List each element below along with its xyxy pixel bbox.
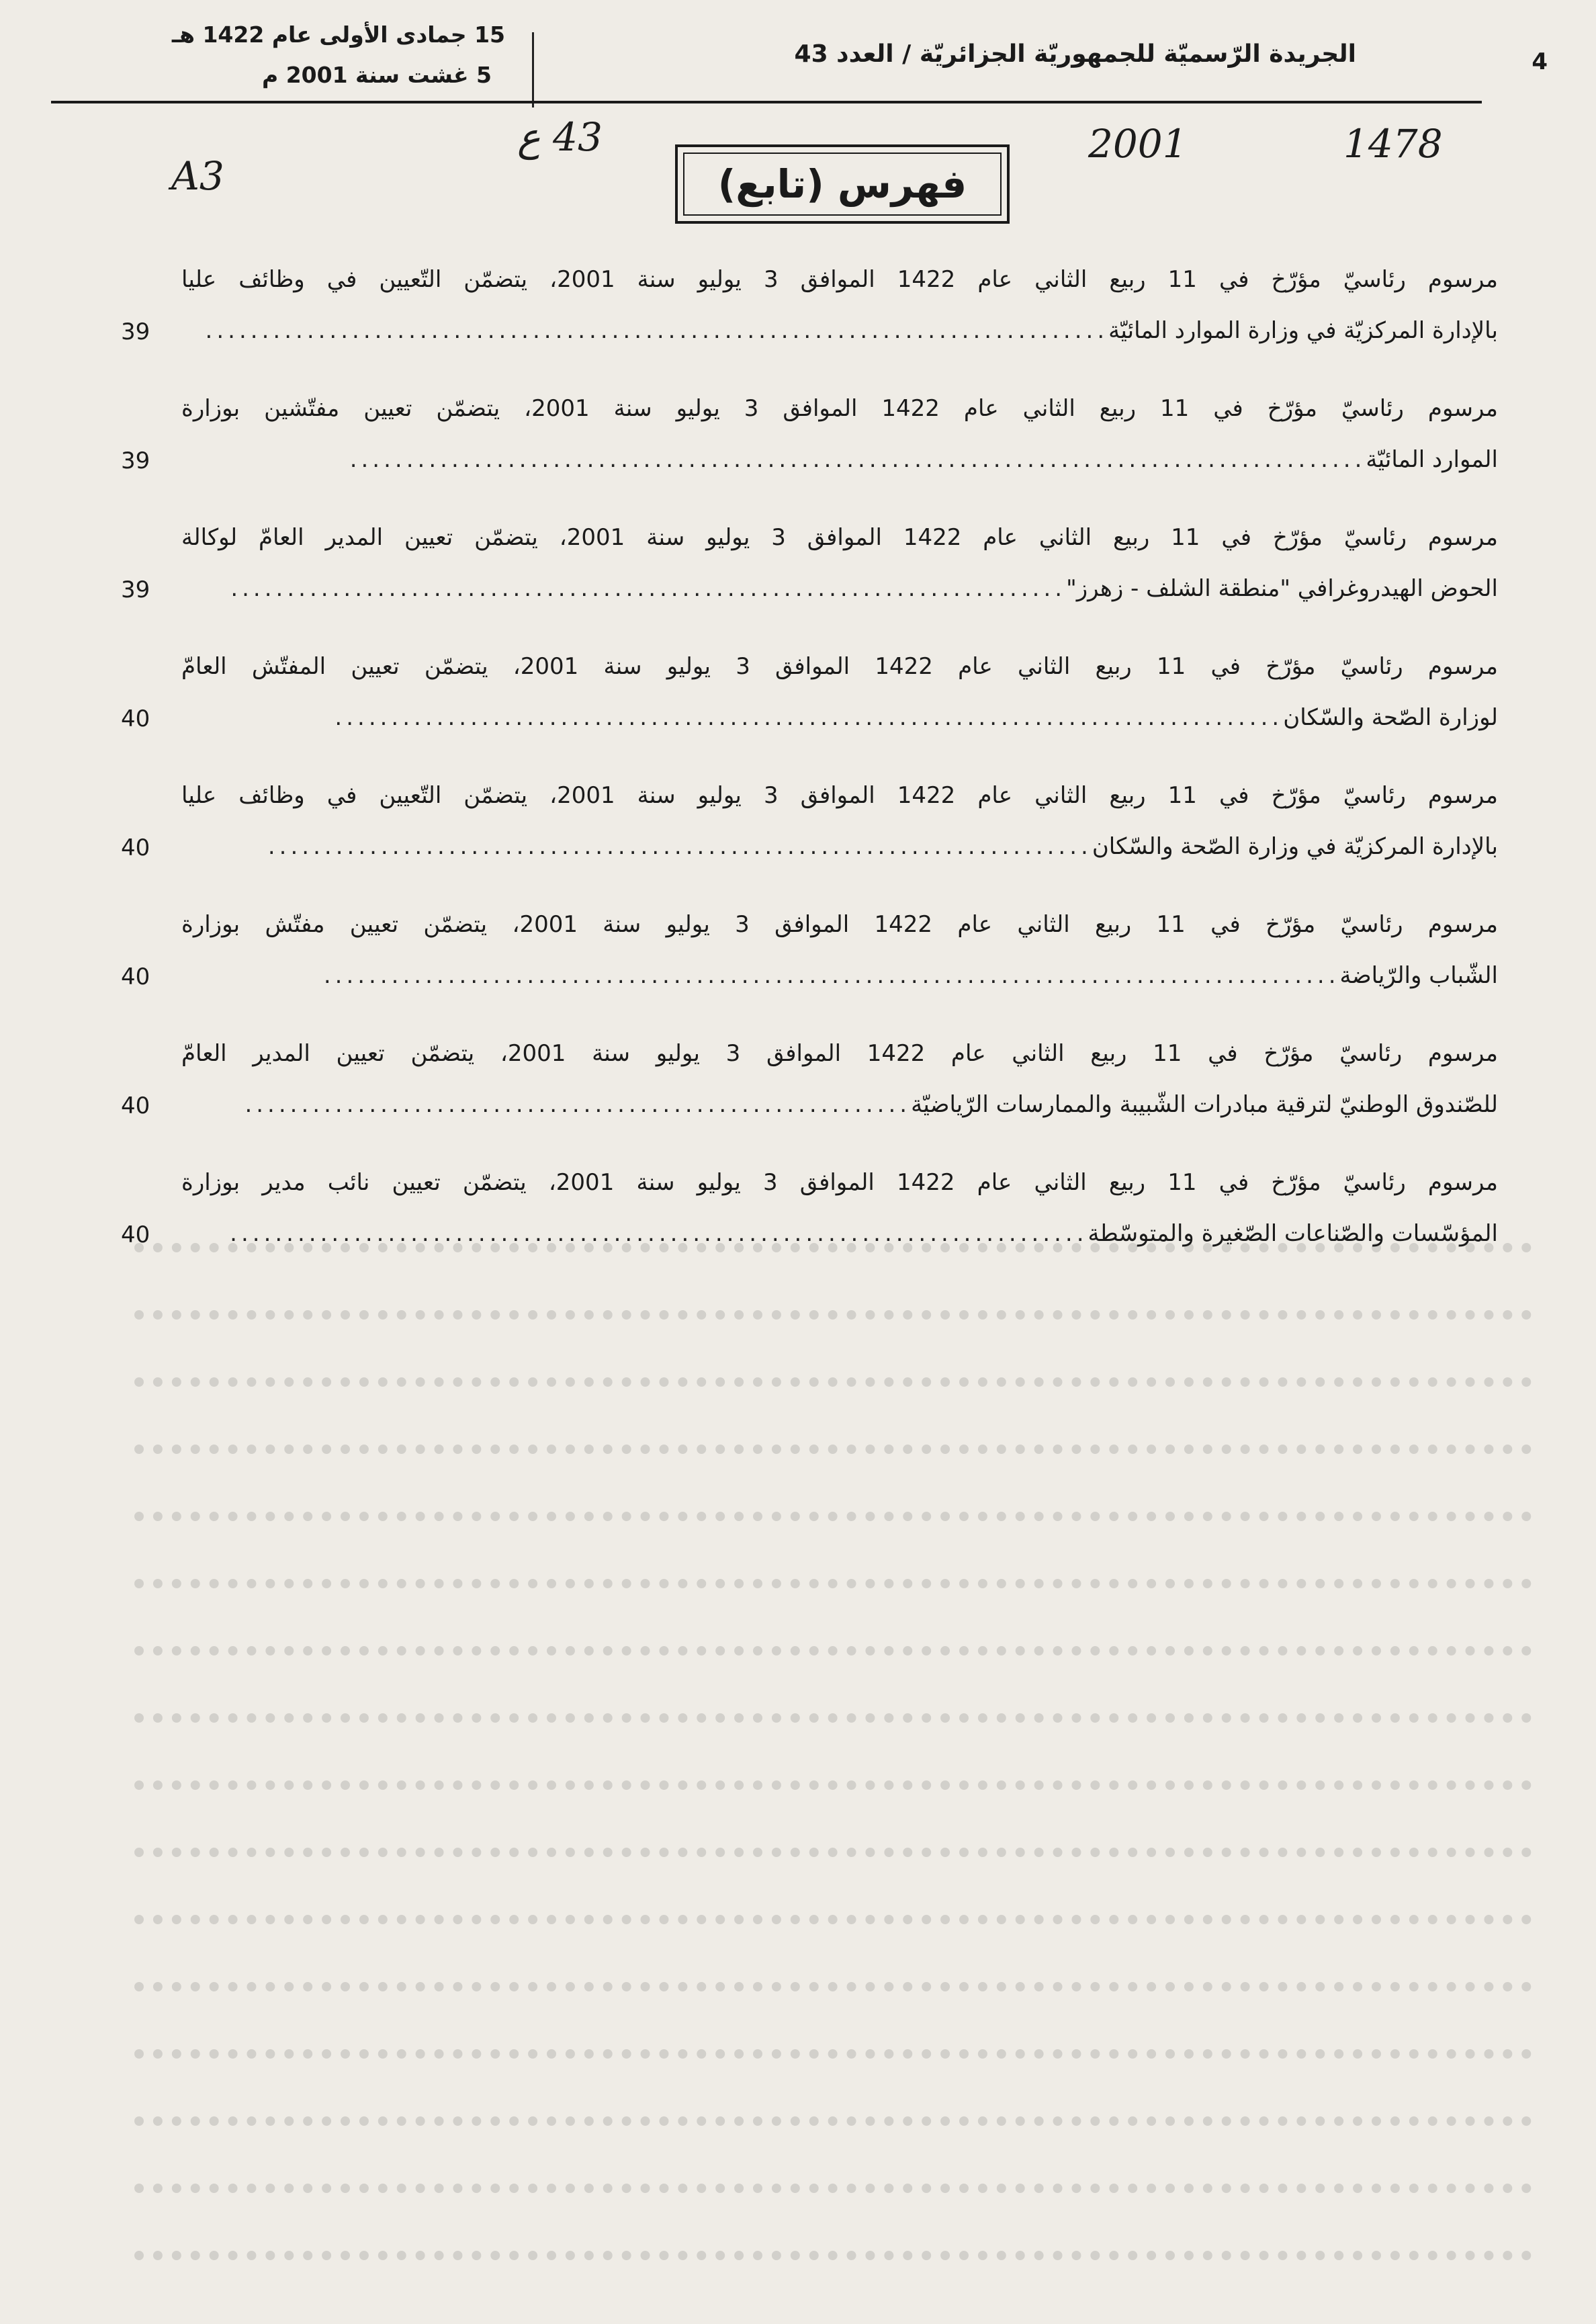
entry-page-number: 40 xyxy=(121,705,150,732)
index-entry xyxy=(101,262,1498,391)
entry-line-2 xyxy=(181,833,1498,867)
bleed-through-texture xyxy=(134,1243,1532,2217)
leader-dots: .......................................................................................... xyxy=(349,446,1366,473)
entry-title-tail: الحوض الهيدروغرافي "منطقة الشلف - زهرز" xyxy=(1066,575,1498,602)
leader-dots: .................................................................................... xyxy=(335,704,1284,731)
index-entry xyxy=(101,907,1498,1036)
entry-title-tail: للصّندوق الوطنيّ لترقية مبادرات الشّبيبة والممارسات الرّياضيّة xyxy=(911,1091,1498,1118)
entry-line-2 xyxy=(181,575,1498,609)
handwritten-code: A3 xyxy=(171,153,224,199)
leader-dots: ......................................................................... xyxy=(267,833,1092,860)
entry-title-tail: المؤسّسات والصّناعات الصّغيرة والمتوسّطة xyxy=(1088,1220,1498,1247)
index-entry xyxy=(101,520,1498,649)
header-divider xyxy=(532,32,534,107)
index-title: فهرس (تابع) xyxy=(683,153,1002,216)
entry-title-tail: الموارد المائيّة xyxy=(1366,446,1498,473)
handwritten-year-mark: 2001 xyxy=(1088,121,1188,167)
page-number: 4 xyxy=(1532,48,1548,75)
entry-line-2 xyxy=(181,446,1498,480)
index-entry xyxy=(101,1165,1498,1294)
entry-line-2 xyxy=(181,1220,1498,1254)
entry-page-number: 40 xyxy=(121,1221,150,1248)
entry-line-2 xyxy=(181,704,1498,738)
index-entry xyxy=(101,1036,1498,1165)
entry-line-1: مرسوم رئاسيّ مؤرّخ في 11 ربيع الثاني عام 1422 الموافق 3 يوليو سنة 2001، يتضمّن التّعيين في وظائف عليا xyxy=(181,782,1498,809)
leader-dots: ................................................................................ xyxy=(205,317,1109,344)
entry-title-tail: لوزارة الصّحة والسّكان xyxy=(1283,704,1498,731)
entry-page-number: 40 xyxy=(121,1092,150,1119)
page-header xyxy=(48,20,1548,97)
entry-line-1: مرسوم رئاسيّ مؤرّخ في 11 ربيع الثاني عام 1422 الموافق 3 يوليو سنة 2001، يتضمّن تعيين المدير العامّ لوكالة xyxy=(181,524,1498,551)
entry-title-tail: بالإدارة المركزيّة في وزارة الموارد المائيّة xyxy=(1108,317,1498,344)
entry-line-1: مرسوم رئاسيّ مؤرّخ في 11 ربيع الثاني عام 1422 الموافق 3 يوليو سنة 2001، يتضمّن تعيين مفتّش بوزارة xyxy=(181,911,1498,938)
leader-dots: .......................................................................................... xyxy=(323,962,1340,989)
entry-line-1: مرسوم رئاسيّ مؤرّخ في 11 ربيع الثاني عام 1422 الموافق 3 يوليو سنة 2001، يتضمّن تعيين المدير العامّ xyxy=(181,1040,1498,1067)
handwritten-number: 1478 xyxy=(1343,121,1443,167)
entry-page-number: 39 xyxy=(121,447,150,474)
header-rule xyxy=(51,101,1482,103)
leader-dots: .......................................................................... xyxy=(230,575,1067,602)
entry-title-tail: بالإدارة المركزيّة في وزارة الصّحة والسّكان xyxy=(1092,833,1498,860)
gregorian-date: 5 غشت سنة 2001 م xyxy=(262,62,492,88)
leader-dots: ............................................................................ xyxy=(230,1220,1088,1247)
entry-page-number: 40 xyxy=(121,963,150,990)
entry-line-2 xyxy=(181,317,1498,351)
entry-line-2 xyxy=(181,1091,1498,1125)
entry-line-1: مرسوم رئاسيّ مؤرّخ في 11 ربيع الثاني عام 1422 الموافق 3 يوليو سنة 2001، يتضمّن التّعيين في وظائف عليا xyxy=(181,266,1498,293)
index-entry xyxy=(101,391,1498,520)
entry-line-1: مرسوم رئاسيّ مؤرّخ في 11 ربيع الثاني عام 1422 الموافق 3 يوليو سنة 2001، يتضمّن تعيين المفتّش العامّ xyxy=(181,653,1498,680)
index-entry xyxy=(101,649,1498,778)
entry-line-1: مرسوم رئاسيّ مؤرّخ في 11 ربيع الثاني عام 1422 الموافق 3 يوليو سنة 2001، يتضمّن تعيين نائب مدير بوزارة xyxy=(181,1169,1498,1196)
index-title-box xyxy=(675,144,1010,224)
entry-page-number: 40 xyxy=(121,834,150,861)
entry-line-1: مرسوم رئاسيّ مؤرّخ في 11 ربيع الثاني عام 1422 الموافق 3 يوليو سنة 2001، يتضمّن تعيين مفتّشين بوزارة xyxy=(181,395,1498,422)
hijri-date: 15 جمادى الأولى عام 1422 هـ xyxy=(171,21,505,48)
handwritten-issue-mark: 43 ع xyxy=(517,114,603,160)
entry-page-number: 39 xyxy=(121,318,150,345)
entry-title-tail: الشّباب والرّياضة xyxy=(1339,962,1498,989)
entry-page-number: 39 xyxy=(121,576,150,603)
index-entry xyxy=(101,778,1498,907)
entry-line-2 xyxy=(181,962,1498,996)
journal-issue-title: الجريدة الرّسميّة للجمهوريّة الجزائريّة / العدد 43 xyxy=(794,40,1356,68)
index-entries xyxy=(101,262,1498,1294)
leader-dots: ........................................................... xyxy=(245,1091,912,1118)
